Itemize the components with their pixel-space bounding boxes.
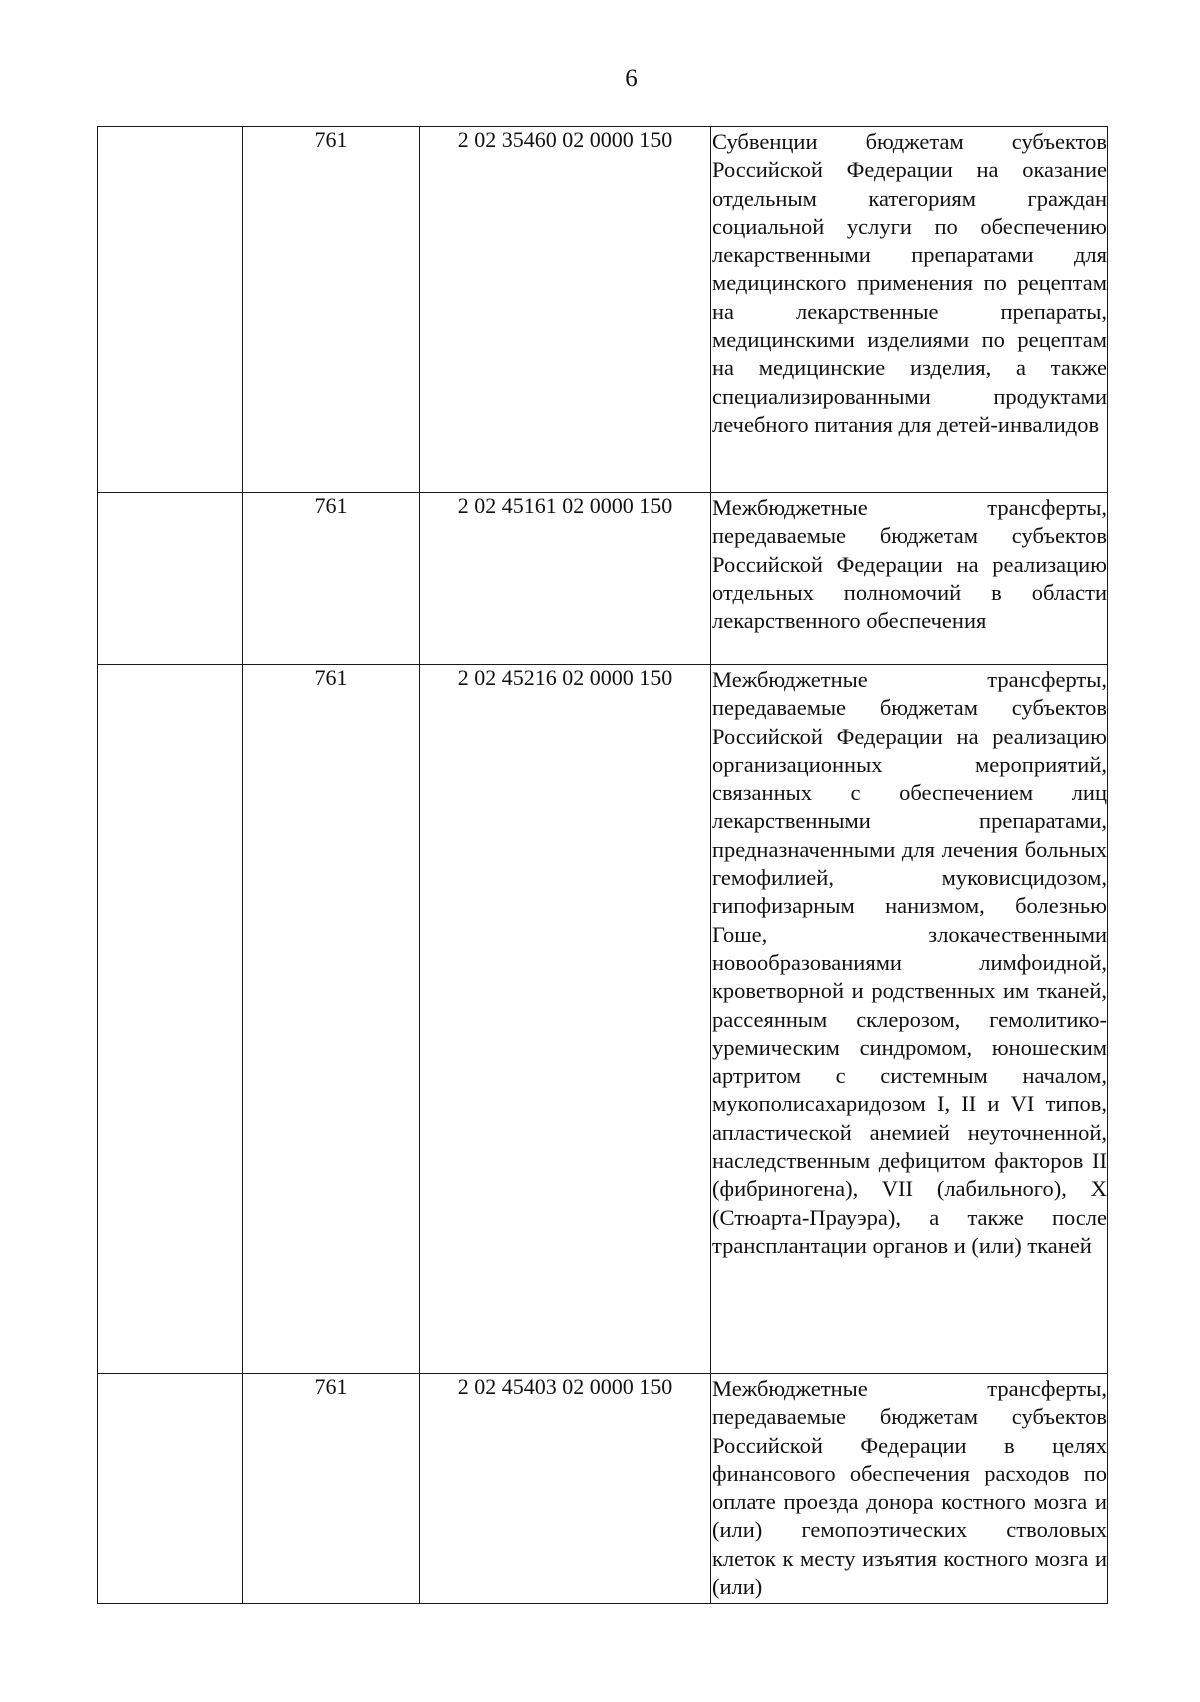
table-row (98, 127, 1108, 493)
empty-cell (98, 1374, 243, 1604)
admin-code-cell: 761 (243, 127, 420, 493)
kbk-code-cell: 2 02 45161 02 0000 150 (420, 493, 711, 665)
kbk-code-cell: 2 02 35460 02 0000 150 (420, 127, 711, 493)
kbk-code-cell: 2 02 45216 02 0000 150 (420, 665, 711, 1374)
table-row (98, 665, 1108, 1374)
description-cell (711, 493, 1108, 665)
budget-classification-table (97, 126, 1108, 1604)
admin-code-cell: 761 (243, 493, 420, 665)
income-description: Субвенции бюджетам субъектов Российской Федерации на оказание отдельным категориям граждан социальной услуги по обеспечению лекарственными препаратами для медицинского применения по рецептам на лекарственные препараты, медицинскими изделиями по рецептам на медицинские изделия, а также специализированными продуктами лечебного питания для детей-инвалидов (712, 129, 1107, 437)
description-cell (711, 1374, 1108, 1604)
page-number: 6 (625, 65, 638, 92)
income-description: Межбюджетные трансферты, передаваемые бюджетам субъектов Российской Федерации в целях финансового обеспечения расходов по оплате проезда донора костного мозга и (или) гемопоэтических стволовых клеток к месту изъятия костного мозга и (или) (712, 1376, 1107, 1600)
table-row (98, 493, 1108, 665)
income-description: Межбюджетные трансферты, передаваемые бюджетам субъектов Российской Федерации на реализацию организационных мероприятий, связанных с обеспечением лиц лекарственными препаратами, предназначенными для лечения больных гемофилией, муковисцидозом, гипофизарным нанизмом, болезнью Гоше, злокачественными новообразованиями лимфоидной, кроветворной и родственных им тканей, рассеянным склерозом, гемолитико-уремическим синдромом, юношеским артритом с системным началом, мукополисахаридозом I, II и VI типов, апластической анемией неуточненной, наследственным дефицитом факторов II (фибриногена), VII (лабильного), X (Стюарта-Прауэра), а также после трансплантации органов и (или) тканей (712, 667, 1107, 1258)
kbk-code-cell: 2 02 45403 02 0000 150 (420, 1374, 711, 1604)
empty-cell (98, 127, 243, 493)
empty-cell (98, 493, 243, 665)
empty-cell (98, 665, 243, 1374)
description-cell (711, 665, 1108, 1374)
income-description: Межбюджетные трансферты, передаваемые бюджетам субъектов Российской Федерации на реализацию отдельных полномочий в области лекарственного обеспечения (712, 495, 1107, 634)
admin-code-cell: 761 (243, 665, 420, 1374)
description-cell (711, 127, 1108, 493)
table-row (98, 1374, 1108, 1604)
admin-code-cell: 761 (243, 1374, 420, 1604)
